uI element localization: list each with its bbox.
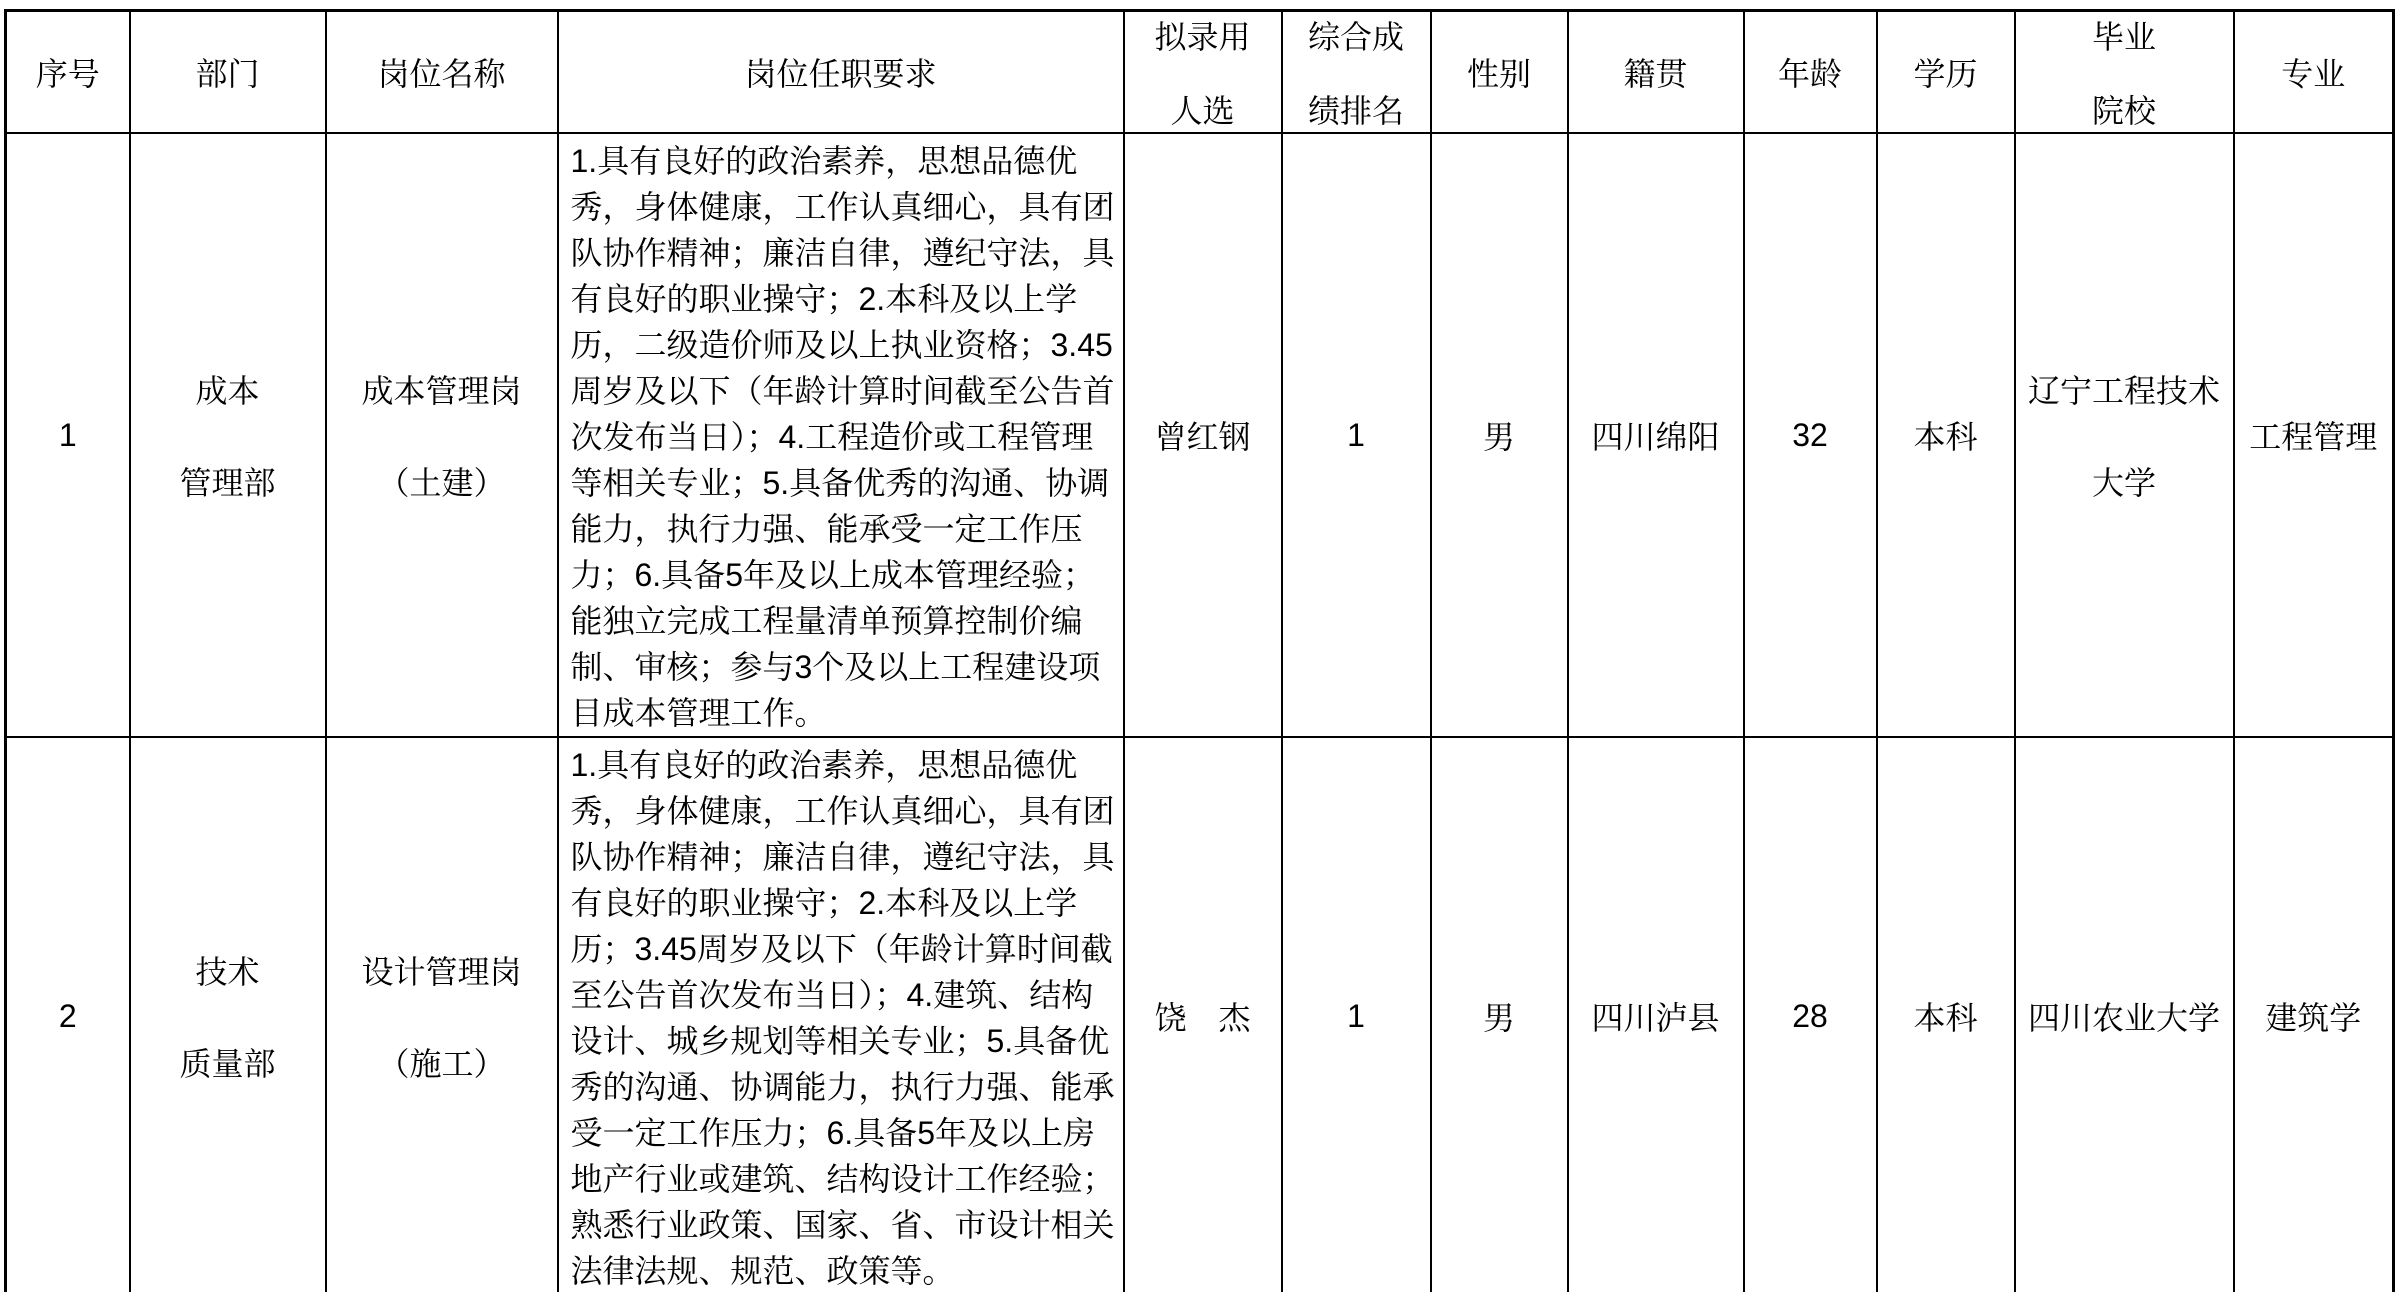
cell-major <box>2234 737 2394 1292</box>
table-row <box>6 133 2394 737</box>
requirements-text: 1.具有良好的政治素养，思想品德优秀，身体健康，工作认真细心，具有团队协作精神；廉洁自律，遵纪守法，具有良好的职业操守；2.本科及以上学历，二级造价师及以上执业资格；3.45周岁及以下（年龄计算时间截至公告首次发布当日）；4.工程造价或工程管理等相关专业；5.具备优秀的沟通、协调能力，执行力强、能承受一定工作压力；6.具备5年及以上成本管理经验；能独立完成工程量清单预算控制价编制、审核；参与3个及以上工程建设项目成本管理工作。 <box>570 143 1115 731</box>
requirements-text: 1.具有良好的政治素养，思想品德优秀，身体健康，工作认真细心，具有团队协作精神；廉洁自律，遵纪守法，具有良好的职业操守；2.本科及以上学历；3.45周岁及以下（年龄计算时间截至公告首次发布当日）；4.建筑、结构设计、城乡规划等相关专业；5.具备优秀的沟通、协调能力，执行力强、能承受一定工作压力；6.具备5年及以上房地产行业或建筑、结构设计工作经验；熟悉行业政策、国家、省、市设计相关法律法规、规范、政策等。 <box>570 747 1115 1289</box>
header-gender-label: 性别 <box>1466 56 1531 92</box>
cell-major <box>2234 133 2394 737</box>
cell-seq <box>6 737 130 1292</box>
header-candidate-line2: 人选 <box>1170 93 1235 129</box>
native-place-value: 四川绵阳 <box>1591 419 1720 455</box>
cell-position <box>326 133 558 737</box>
cell-dept <box>130 737 326 1292</box>
rank-value: 1 <box>1347 416 1365 453</box>
age-value: 28 <box>1792 997 1828 1034</box>
header-school <box>2015 11 2234 134</box>
table-row <box>6 737 2394 1292</box>
header-rank-line1: 综合成 <box>1307 19 1404 55</box>
position-line1: 成本管理岗 <box>361 373 522 409</box>
dept-line2: 质量部 <box>179 1046 276 1082</box>
header-native-place <box>1568 11 1744 134</box>
cell-age <box>1744 737 1877 1292</box>
header-major-label: 专业 <box>2281 56 2346 92</box>
seq-value: 1 <box>58 416 77 453</box>
recruitment-result-table <box>4 9 2395 1292</box>
rank-value: 1 <box>1347 997 1365 1034</box>
cell-rank <box>1282 737 1431 1292</box>
candidate-name: 曾红钢 <box>1154 419 1251 455</box>
cell-native-place <box>1568 133 1744 737</box>
header-rank <box>1282 11 1431 134</box>
header-rank-line2: 绩排名 <box>1307 93 1404 129</box>
cell-dept <box>130 133 326 737</box>
header-native-place-label: 籍贯 <box>1623 56 1688 92</box>
cell-age <box>1744 133 1877 737</box>
seq-value: 2 <box>58 997 77 1034</box>
cell-candidate <box>1124 133 1282 737</box>
header-candidate-line1: 拟录用 <box>1154 19 1251 55</box>
cell-requirements <box>558 737 1124 1292</box>
position-line2: （施工） <box>377 1046 506 1082</box>
table-header-row <box>6 11 2394 134</box>
gender-value: 男 <box>1482 419 1515 455</box>
cell-native-place <box>1568 737 1744 1292</box>
header-requirements <box>558 11 1124 134</box>
header-major <box>2234 11 2394 134</box>
cell-candidate <box>1124 737 1282 1292</box>
school-line1: 辽宁工程技术 <box>2027 373 2220 409</box>
header-seq-label: 序号 <box>35 56 100 92</box>
header-age-label: 年龄 <box>1777 56 1842 92</box>
dept-line1: 技术 <box>195 954 260 990</box>
education-value: 本科 <box>1913 419 1978 455</box>
header-gender <box>1431 11 1568 134</box>
school-line1: 四川农业大学 <box>2027 1000 2220 1036</box>
education-value: 本科 <box>1913 1000 1978 1036</box>
cell-school <box>2015 133 2234 737</box>
cell-gender <box>1431 737 1568 1292</box>
dept-line1: 成本 <box>195 373 260 409</box>
native-place-value: 四川泸县 <box>1591 1000 1720 1036</box>
school-line2: 大学 <box>2091 465 2156 501</box>
position-line2: （土建） <box>377 465 506 501</box>
dept-line2: 管理部 <box>179 465 276 501</box>
header-education-label: 学历 <box>1913 56 1978 92</box>
header-school-line1: 毕业 <box>2091 19 2156 55</box>
cell-requirements <box>558 133 1124 737</box>
cell-education <box>1877 133 2015 737</box>
header-seq <box>6 11 130 134</box>
major-value: 建筑学 <box>2265 1000 2362 1036</box>
cell-rank <box>1282 133 1431 737</box>
age-value: 32 <box>1792 416 1828 453</box>
cell-education <box>1877 737 2015 1292</box>
header-school-line2: 院校 <box>2091 93 2156 129</box>
cell-school <box>2015 737 2234 1292</box>
candidate-name: 饶 杰 <box>1154 1000 1251 1036</box>
header-dept-label: 部门 <box>195 56 260 92</box>
header-age <box>1744 11 1877 134</box>
cell-seq <box>6 133 130 737</box>
header-education <box>1877 11 2015 134</box>
cell-position <box>326 737 558 1292</box>
header-candidate <box>1124 11 1282 134</box>
gender-value: 男 <box>1482 1000 1515 1036</box>
header-requirements-label: 岗位任职要求 <box>744 56 937 92</box>
cell-gender <box>1431 133 1568 737</box>
header-dept <box>130 11 326 134</box>
position-line1: 设计管理岗 <box>361 954 522 990</box>
header-position <box>326 11 558 134</box>
major-value: 工程管理 <box>2249 419 2378 455</box>
header-position-label: 岗位名称 <box>377 56 506 92</box>
